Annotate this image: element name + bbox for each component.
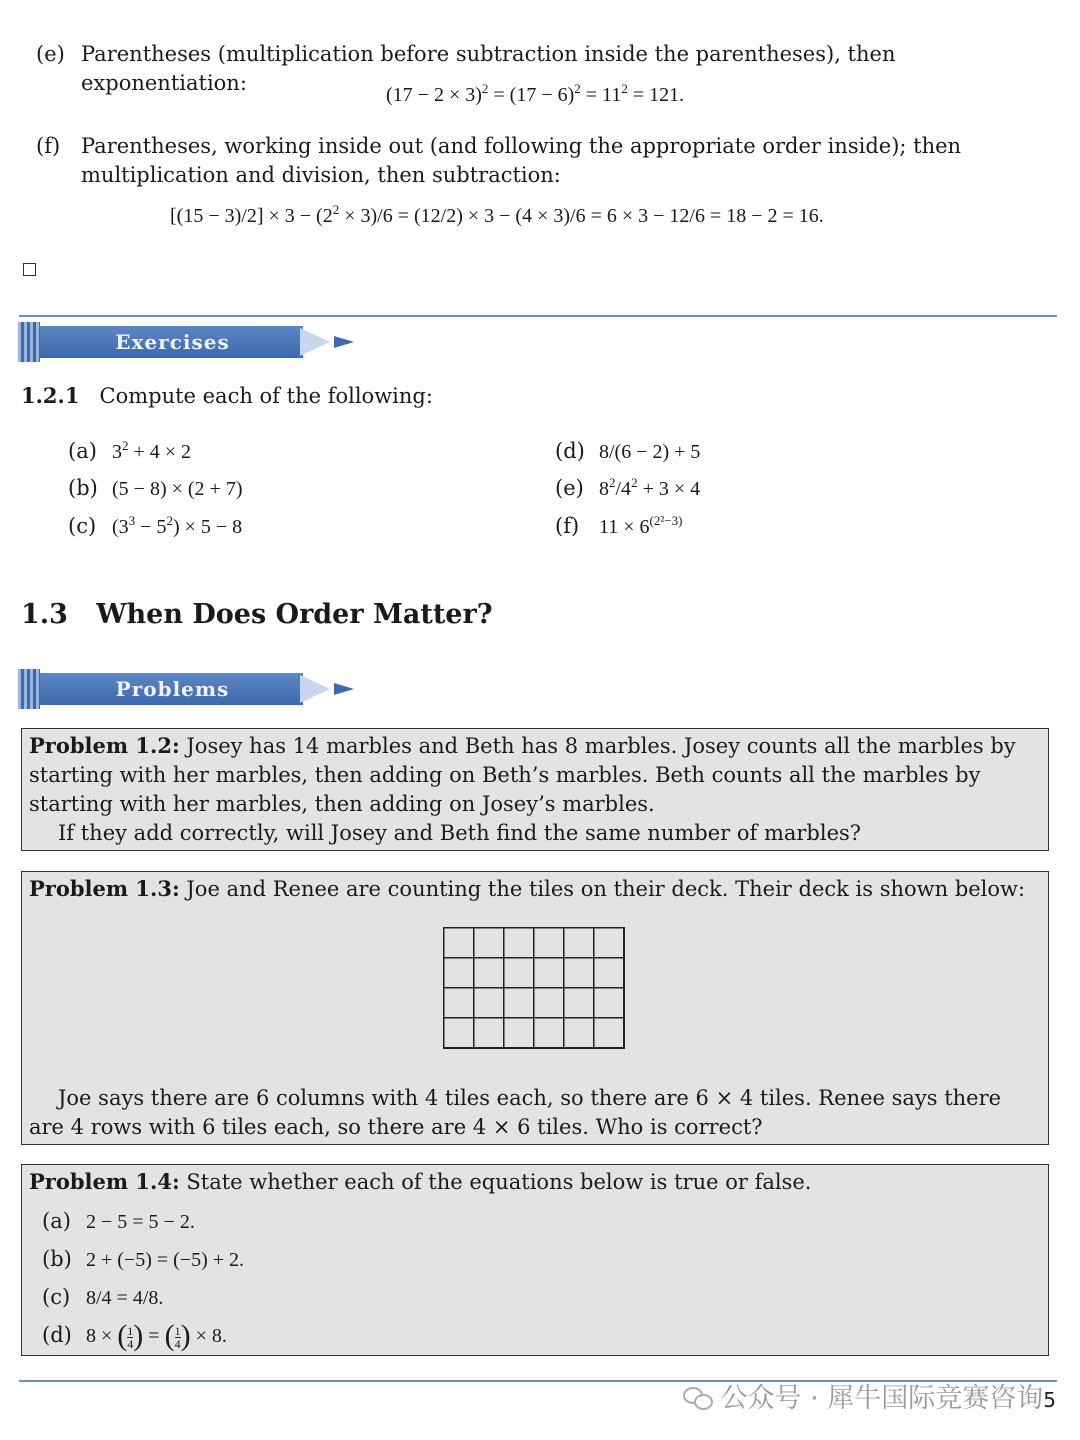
problem-label: Problem 1.3: <box>29 876 180 901</box>
solution-e-label: (e) <box>36 42 65 66</box>
section-heading: 1.3 When Does Order Matter? <box>21 599 493 630</box>
pencil-arrow-icon <box>334 336 354 348</box>
exercise-heading: 1.2.1 Compute each of the following: <box>21 383 433 408</box>
problem-text: Joe and Renee are counting the tiles on their deck. Their deck is shown below: <box>179 877 1026 901</box>
equation-item-d: (d) 8 × ( $\frac{1}{4}$ ) = ( $\frac{1}{4}$ ) × 8. <box>42 1319 227 1352</box>
watermark: 公众号 · 犀牛国际竞赛咨询5 <box>683 1376 1056 1415</box>
fraction-one-quarter: $\frac{1}{4}$ <box>174 1323 181 1351</box>
problem-text: State whether each of the equations below is true or false. <box>179 1170 812 1194</box>
exercise-item-f: (f) $11 \times 6^{(2^2-3)}$ <box>555 513 683 538</box>
exercises-banner <box>0 322 380 358</box>
qed-square-icon <box>23 263 36 276</box>
problems-banner-label: Problems <box>115 677 230 701</box>
wechat-icon <box>683 1387 713 1409</box>
problem-label: Problem 1.4: <box>29 1169 180 1194</box>
divider <box>19 315 1057 317</box>
solution-f-equation: $[(15 - 3)/2] \times 3 - (2^2 \times 3)/6 = (12/2) \times 3 - (4 \times 3)/6 = 6 \times 3 - 12/6 = 18 - 2 = 16$. <box>170 202 824 227</box>
solution-e-equation: $(17 - 2 \times 3)^2 = (17 - 6)^2 = 11^2 = 121$. <box>386 81 685 106</box>
page-number: 5 <box>1043 1388 1056 1412</box>
problem-1-4-box <box>21 1164 1049 1356</box>
exercises-banner-label: Exercises <box>115 330 230 354</box>
exercise-item-a: (a) $3^2 + 4 \times 2$ <box>68 438 192 463</box>
equation-item-a: (a) 2 − 5 = 5 − 2. <box>42 1209 195 1233</box>
exercise-item-d: (d) 8/(6 − 2) + 5 <box>555 439 701 463</box>
problem-question: If they add correctly, will Josey and Beth find the same number of marbles? <box>58 821 862 845</box>
pencil-arrow-icon <box>334 683 354 695</box>
problems-banner <box>0 669 380 705</box>
problem-1-2-box <box>21 728 1049 851</box>
deck-tile-grid <box>443 927 625 1049</box>
equation-item-c: (c) 8/4 = 4/8. <box>42 1285 164 1309</box>
exercise-item-e: (e) $8^2/4^2 + 3 \times 4$ <box>555 475 701 500</box>
fraction-one-quarter: $\frac{1}{4}$ <box>127 1323 134 1351</box>
solution-f-label: (f) <box>36 134 61 158</box>
problem-question: Joe says there are 6 columns with 4 tiles each, so there are 6 × 4 tiles. Renee says there are 4 rows with 6 tiles each, so there are 4 × 6 tiles. Who is correct? <box>29 1086 1002 1139</box>
solution-e-text: Parentheses (multiplication before subtraction inside the parentheses), then exponentiation: <box>81 42 896 95</box>
exercise-item-c: (c) $(3^3 - 5^2) \times 5 - 8$ <box>68 513 243 538</box>
problem-label: Problem 1.2: <box>29 733 180 758</box>
problem-text: Josey has 14 marbles and Beth has 8 marbles. Josey counts all the marbles by starting with her marbles, then adding on Beth’s marbles. Beth counts all the marbles by starting with her marbles, then adding on Josey’s marbles. <box>29 734 1016 816</box>
solution-f-text: Parentheses, working inside out (and following the appropriate order inside); then multiplication and division, then subtraction: <box>81 134 962 187</box>
exercise-item-b: (b) (5 − 8) × (2 + 7) <box>68 476 243 500</box>
equation-item-b: (b) 2 + (−5) = (−5) + 2. <box>42 1247 245 1271</box>
